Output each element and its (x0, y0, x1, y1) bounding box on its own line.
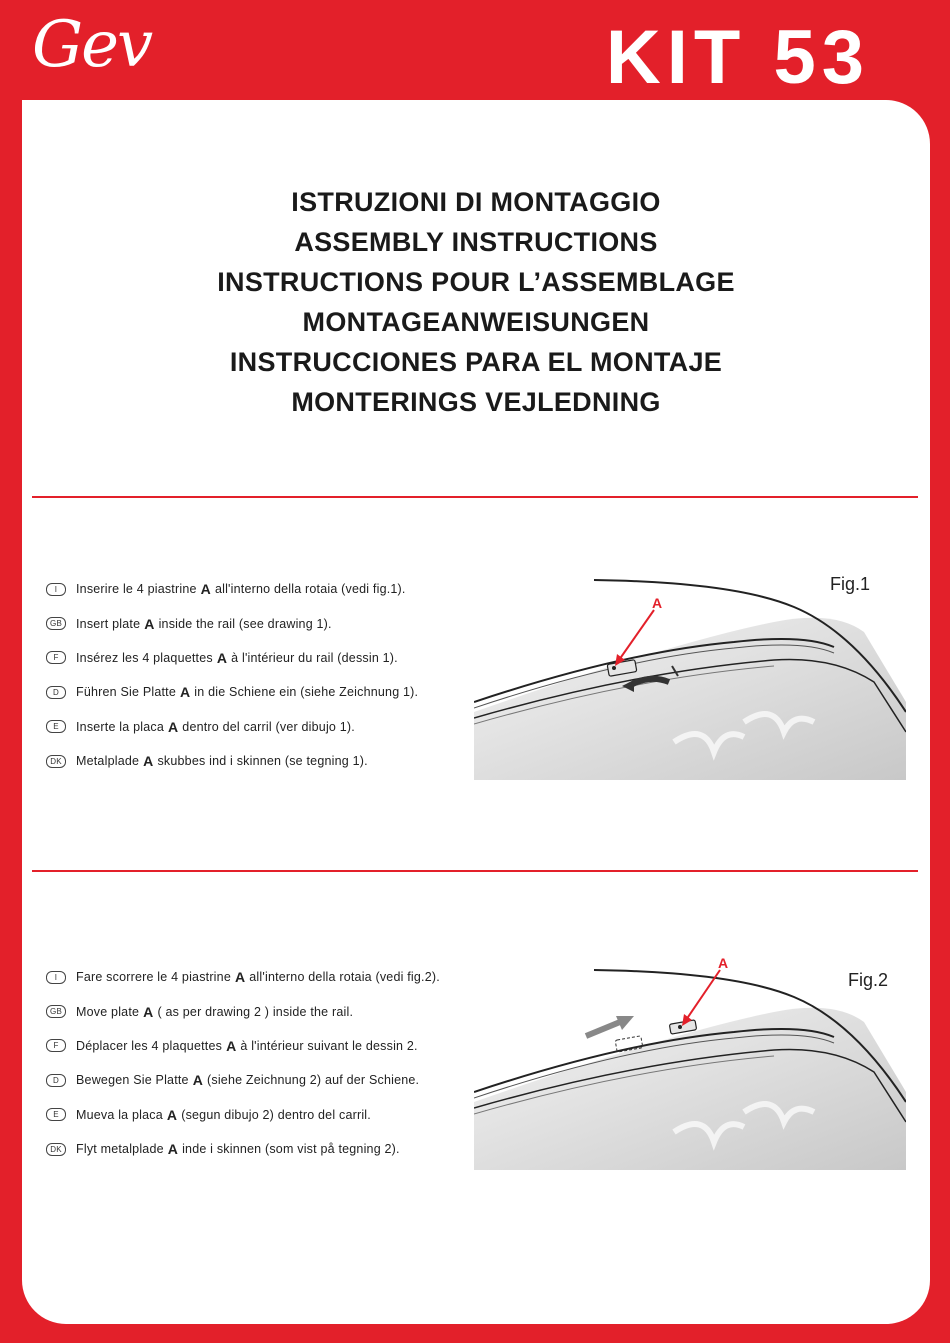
instruction-text: Déplacer les 4 plaquettes (76, 1038, 223, 1053)
gev-logo: Gev (32, 8, 152, 82)
language-badge: E (46, 720, 66, 733)
title-dk: MONTERINGS VEJLEDNING (291, 387, 661, 417)
divider (32, 870, 918, 872)
instruction-text: dentro del carril (ver dibujo 1). (182, 719, 355, 734)
instruction-text: Mueva la placa (76, 1107, 163, 1122)
language-badge: E (46, 1108, 66, 1121)
language-badge: I (46, 583, 66, 596)
header (0, 0, 950, 100)
language-badge: F (46, 651, 66, 664)
language-badge: GB (46, 617, 66, 630)
instruction-line (46, 960, 486, 994)
instruction-text: Flyt metalplade (76, 1142, 164, 1157)
instruction-line (46, 641, 486, 675)
title-de: MONTAGEANWEISUNGEN (302, 307, 650, 337)
instruction-text: Inserte la placa (76, 719, 164, 734)
instruction-text: Fare scorrere le 4 piastrine (76, 970, 231, 985)
instruction-text: skubbes ind i skinnen (se tegning 1). (157, 754, 368, 769)
language-badge: F (46, 1039, 66, 1052)
instruction-line (46, 1098, 486, 1132)
instruction-text: inde i skinnen (som vist på tegning 2). (182, 1142, 400, 1157)
part-marker: A (166, 1106, 178, 1123)
instruction-text: in die Schiene ein (siehe Zeichnung 1). (194, 685, 419, 700)
instruction-text: (segun dibujo 2) dentro del carril. (181, 1107, 371, 1122)
title-it: ISTRUZIONI DI MONTAGGIO (291, 187, 661, 217)
part-marker: A (192, 1072, 204, 1089)
language-badge: I (46, 971, 66, 984)
instruction-text: (siehe Zeichnung 2) auf der Schiene. (207, 1073, 420, 1088)
part-marker: A (200, 581, 211, 598)
part-marker: A (234, 969, 246, 986)
title-es: INSTRUCCIONES PARA EL MONTAJE (229, 347, 723, 377)
instruction-text: all'interno della rotaia (vedi fig.2). (249, 970, 440, 985)
part-marker: A (179, 684, 191, 701)
part-marker: A (143, 1003, 154, 1020)
instruction-line (46, 1029, 486, 1063)
step-2-instructions (46, 960, 486, 1166)
part-marker: A (167, 718, 179, 735)
instruction-text: Inserire le 4 piastrine (76, 582, 197, 597)
instruction-line (46, 1132, 486, 1166)
language-badge: D (46, 686, 66, 699)
language-badge: DK (46, 1143, 66, 1156)
kit-number: KIT 53 (605, 15, 870, 100)
part-marker: A (144, 615, 155, 632)
instruction-text: Insérez les 4 plaquettes (76, 650, 213, 665)
instruction-line (46, 744, 486, 778)
part-label: A (652, 595, 663, 611)
language-badge: D (46, 1074, 66, 1087)
part-marker: A (167, 1141, 179, 1158)
figure-1 (474, 552, 906, 780)
instruction-text: all'interno della rotaia (vedi fig.1). (214, 582, 406, 597)
instruction-text: à l'intérieur suivant le dessin 2. (240, 1038, 418, 1053)
instruction-line (46, 606, 486, 640)
part-marker: A (143, 753, 154, 770)
language-badge: GB (46, 1005, 66, 1018)
part-label: A (718, 955, 729, 971)
instruction-text: Metalplade (76, 754, 140, 769)
figure-caption: Fig.2 (847, 970, 888, 990)
instruction-text: Führen Sie Platte (76, 685, 176, 700)
figure-2 (474, 942, 906, 1170)
instruction-text: Insert plate (76, 616, 141, 631)
figure-caption: Fig.1 (829, 574, 870, 594)
part-marker: A (216, 649, 228, 666)
part-marker: A (226, 1037, 237, 1054)
language-badge: DK (46, 755, 66, 768)
instruction-line (46, 994, 486, 1028)
instruction-text: inside the rail (see drawing 1). (158, 616, 332, 631)
instruction-text: à l'intérieur du rail (dessin 1). (231, 650, 398, 665)
instruction-line (46, 675, 486, 709)
title-fr: INSTRUCTIONS POUR L’ASSEMBLAGE (217, 267, 735, 297)
instruction-line (46, 710, 486, 744)
instruction-line (46, 572, 486, 606)
divider (32, 496, 918, 498)
title-block (22, 182, 930, 422)
instruction-text: Move plate (76, 1004, 140, 1019)
title-en: ASSEMBLY INSTRUCTIONS (294, 227, 658, 257)
instruction-text: Bewegen Sie Platte (76, 1073, 189, 1088)
step-1-instructions (46, 572, 486, 778)
instruction-text: ( as per drawing 2 ) inside the rail. (157, 1004, 354, 1019)
content-panel (22, 100, 930, 1324)
instruction-line (46, 1063, 486, 1097)
